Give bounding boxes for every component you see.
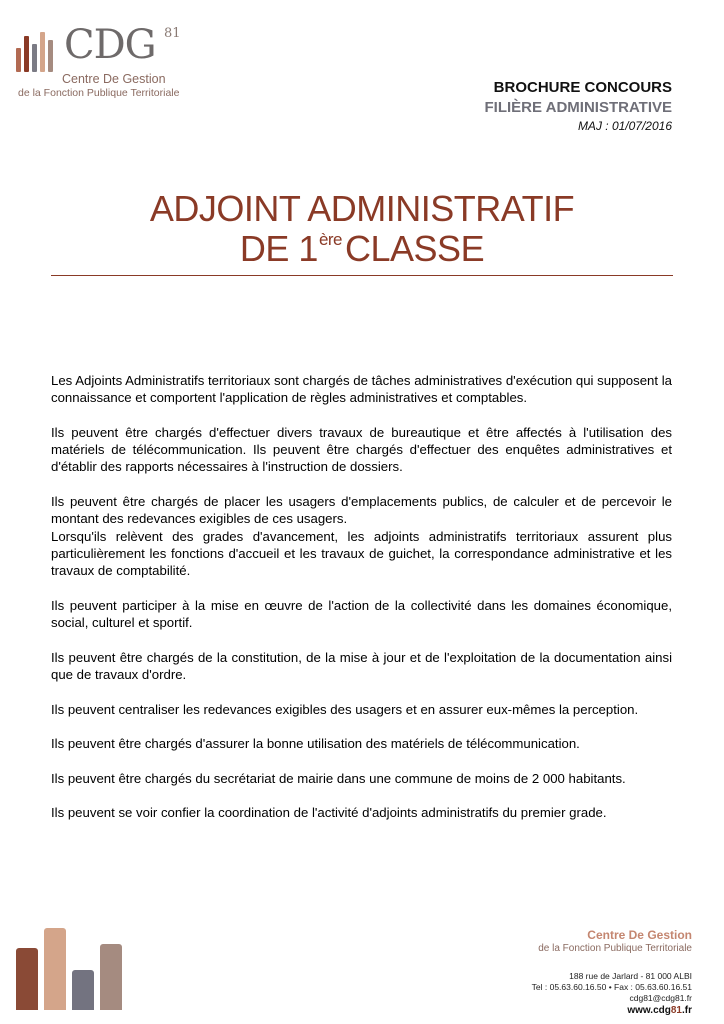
logo-line2: de la Fonction Publique Territoriale xyxy=(18,87,180,99)
web-suffix: .fr xyxy=(682,1005,692,1016)
title-prefix: DE 1 xyxy=(239,228,318,269)
logo-bar xyxy=(32,44,37,72)
filiere-label: FILIÈRE ADMINISTRATIVE xyxy=(484,99,672,116)
title-superscript: ère xyxy=(318,230,343,249)
document-header xyxy=(485,78,673,134)
logo-number: 81 xyxy=(164,26,181,41)
logo-bar xyxy=(48,40,53,72)
paragraph: Ils peuvent être chargés d'effectuer divers travaux de bureautique et être affectés à l'utilisation des matériels de télécommunication. Ils peuvent être chargés d'effectuer des enquêtes administratives et d'établir des rapports nécessaires à l'instruction de dossiers. xyxy=(51,424,672,475)
web-accent: 81 xyxy=(670,1005,682,1016)
brochure-label: BROCHURE CONCOURS xyxy=(493,79,672,96)
paragraph: Ils peuvent être chargés du secrétariat de mairie dans une commune de moins de 2 000 habitants. xyxy=(51,770,626,786)
footer-address: 188 rue de Jarlard - 81 000 ALBI xyxy=(569,971,692,981)
footer-decorative-bars xyxy=(16,928,126,1010)
footer-org-subtitle: de la Fonction Publique Territoriale xyxy=(538,943,692,954)
logo-bar xyxy=(24,36,29,72)
title-divider xyxy=(51,275,673,276)
footer-bar xyxy=(100,944,122,1010)
footer-email[interactable]: cdg81@cdg81.fr xyxy=(629,993,692,1003)
logo-bar xyxy=(16,48,21,72)
paragraph: Ils peuvent centraliser les redevances exigibles des usagers et en assurer eux-mêmes la perception. xyxy=(51,701,639,717)
footer-bar xyxy=(16,948,38,1010)
logo-line1: Centre De Gestion xyxy=(62,72,166,86)
footer-bar xyxy=(44,928,66,1010)
logo-bar xyxy=(40,32,45,72)
web-prefix: www.cdg xyxy=(627,1005,671,1016)
footer-phone-fax: Tel : 05.63.60.16.50 • Fax : 05.63.60.16.51 xyxy=(531,982,692,992)
page-title-line1: ADJOINT ADMINISTRATIF xyxy=(149,188,575,229)
paragraph: Lorsqu'ils relèvent des grades d'avancement, les adjoints administratifs territoriaux assurent plus particulièrement les fonctions d'accueil et les travaux de guichet, la correspondance administrative et les travaux de comptabilité. xyxy=(51,528,672,579)
paragraph: Ils peuvent se voir confier la coordination de l'activité d'adjoints administratifs du premier grade. xyxy=(51,805,607,821)
footer-org-name: Centre De Gestion xyxy=(587,928,692,942)
cdg81-logo xyxy=(16,22,196,102)
paragraph: Les Adjoints Administratifs territoriaux sont chargés de tâches administratives d'exécution qui supposent la connaissance et comportent l'application de règles administratives et comptables. xyxy=(51,373,672,406)
title-suffix: CLASSE xyxy=(345,228,485,269)
footer-bar xyxy=(72,970,94,1010)
paragraph: Ils peuvent être chargés de placer les usagers d'emplacements publics, de calculer et de percevoir le montant des redevances exigibles de ces usagers. xyxy=(51,494,672,527)
footer-contact xyxy=(532,928,692,1017)
logo-wordmark: CDG xyxy=(64,22,156,68)
paragraph: Ils peuvent participer à la mise en œuvre de l'action de la collectivité dans les domaines économique, social, culturel et sportif. xyxy=(51,597,672,631)
paragraph: Ils peuvent être chargés d'assurer la bonne utilisation des matériels de télécommunication. xyxy=(51,736,580,752)
update-date: MAJ : 01/07/2016 xyxy=(577,119,672,133)
paragraph: Ils peuvent être chargés de la constitution, de la mise à jour et de l'exploitation de la documentation ainsi que de travaux d'ordre. xyxy=(51,649,672,683)
page-title-line2 xyxy=(0,228,724,270)
body-text xyxy=(51,372,672,839)
footer-website[interactable] xyxy=(532,1004,692,1017)
